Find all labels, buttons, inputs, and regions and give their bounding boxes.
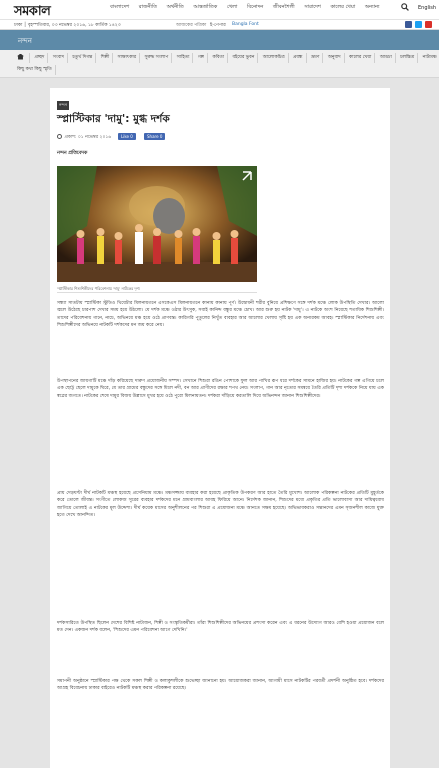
category-item[interactable]: অনুবাদ	[325, 53, 345, 63]
article-photo[interactable]	[57, 166, 257, 282]
category-item[interactable]: সংবাদ	[50, 53, 68, 63]
publish-date: প্রকাশ: ০১ নভেম্বর ২০১৬	[64, 135, 112, 140]
nav-item[interactable]: বাংলাদেশ	[110, 4, 130, 10]
nav-item[interactable]: রাজনীতি	[138, 4, 158, 10]
nav-item[interactable]: অর্থনীতি	[166, 4, 184, 10]
search-icon[interactable]	[401, 3, 409, 13]
nav-item[interactable]: অন্যান্য	[364, 4, 380, 10]
bangla-font-link[interactable]: Bangla Font	[232, 22, 259, 27]
facebook-share-button[interactable]: Share 0	[144, 133, 165, 140]
clock-icon	[57, 134, 62, 139]
article-paragraph: সমাপনী অনুষ্ঠানে স্প্লাস্টিকার পক্ষ থেকে সকল শিল্পী ও কলাকুশলীকে শুভেচ্ছা জানানো হয়। আয়োজকরা জানান, আগামী মাসে নাটকটির পরবর্তী প্রদর্শনী অনুষ্ঠিত হবে। দর্শকদের আগ্রহ বিবেচনায় ঢাকার বাইরেও নাটকটি মঞ্চস্থ করার পরিকল্পনা রয়েছে।	[57, 679, 384, 692]
article-paragraph: দর্শকসারিতে উপস্থিত ছিলেন দেশের বিশিষ্ট নাট্যজন, শিল্পী ও সংস্কৃতিকর্মীরা। তাঁরা শিশুশিল্পীদের অভিনয়ের প্রশংসা করেন এবং এ ধরনের উদ্যোগ আরও বেশি হওয়া প্রয়োজন বলে মত দেন। একজন দর্শক বলেন, 'শিশুদের এমন পরিবেশনা আগে দেখিনি।'	[57, 621, 384, 634]
site-logo[interactable]: সমকাল	[14, 4, 51, 19]
youtube-icon[interactable]	[425, 21, 432, 28]
publish-info	[57, 134, 111, 141]
article-author: নন্দন প্রতিবেদক	[57, 151, 88, 156]
section-title: নন্দন	[18, 37, 32, 45]
facebook-icon[interactable]	[405, 21, 412, 28]
category-item[interactable]: সুরুদ্ধ সংলাপ	[142, 53, 173, 63]
category-item[interactable]: আড্ডা	[377, 53, 396, 63]
date-text: ঢাকা │ বৃহস্পতিবার, ০৩ নভেম্বর ২০১৬, ১৮ কার্তিক ১৪২৩	[14, 23, 121, 28]
category-tag[interactable]: নন্দন	[57, 101, 69, 110]
category-row	[14, 65, 56, 75]
top-bar	[0, 0, 439, 19]
category-item[interactable]: কবিতা	[209, 53, 228, 63]
category-item[interactable]: আলোকচিত্র	[260, 53, 289, 63]
category-item[interactable]: ভ্রমণ	[308, 53, 324, 63]
category-item[interactable]: চতুর্থ দিগন্ত	[69, 53, 96, 63]
category-item[interactable]: শিল্পী	[98, 53, 113, 63]
nav-item[interactable]: খেলা	[226, 4, 238, 10]
caption-divider	[57, 292, 257, 293]
category-item[interactable]: নাট্যমঞ্চ	[420, 53, 439, 63]
date-bar	[0, 19, 439, 30]
english-link[interactable]: English	[418, 5, 437, 11]
article-paragraph: প্রায় দেড়ঘণ্টা দীর্ঘ নাটকটি মঞ্চস্থ হয়েছে প্রসেনিয়াম মঞ্চে। মঞ্চসজ্জায় ব্যবহার করা হয়েছে প্রাকৃতিক উপকরণ আর হাতে তৈরি মুখোশ। আলোক পরিকল্পনা নাটকের প্রতিটি মুহূর্তকে করে তোলে জীবন্ত। সংগীতে লোকজ সুরের ব্যবহার দর্শকদের মনে গ্রামবাংলার আবহ ফিরিয়ে আনে। নির্দেশক জানান, শিশুদের মধ্যে প্রকৃতির প্রতি ভালোবাসা আর দায়িত্ববোধ জাগিয়ে তোলাই এ নাটকের মূল উদ্দেশ্য। দীর্ঘ কয়েক মাসের অনুশীলনের পর শিশুরা এ প্রযোজনা মঞ্চে আনতে সক্ষম হয়েছে। অভিভাবকরাও সন্তানদের এমন সৃজনশীল কাজে যুক্ত হতে দেখে আনন্দিত।	[57, 491, 384, 519]
home-icon[interactable]	[14, 53, 30, 63]
facebook-like-button[interactable]: Like 0	[118, 133, 136, 140]
article-title: স্প্লাস্টিকার 'দামু': মুগ্ধ দর্শক	[57, 113, 170, 125]
category-item[interactable]: প্রচ্ছদ	[31, 53, 48, 63]
nav-item[interactable]: বিনোদন	[246, 4, 264, 10]
category-item[interactable]: গল্প	[195, 53, 208, 63]
article-paragraph: উপস্থাপনের জায়গাটি মঞ্চে দাঁড় করিয়েছে দারুণ প্রয়োজনীয় সম্পদ। সেখানে শিশুরা রঙিন পোশাকে ফুল আর পাখির রূপ ধরে দর্শকের সামনে হাজির হয়। নাটকের গল্প এগিয়ে চলে এক ছোট্ট ছেলে দামুকে ঘিরে, যে তার গ্রামের বন্ধুদের সঙ্গে মিলে নদী, বন আর প্রাণীদের রক্ষার শপথ নেয়। সংলাপ, গান আর নৃত্যের সমন্বয়ে তৈরি প্রতিটি দৃশ্য দর্শককে নিয়ে যায় এক স্বপ্নের জগতে। নাটকের শেষে দামুর বিজয় উল্লাসে মুখর হয়ে ওঠে পুরো মিলনায়তন। দর্শকরা দাঁড়িয়ে করতালি দিয়ে অভিনন্দন জানান শিশুশিল্পীদের।	[57, 379, 384, 399]
nav-item[interactable]: সারাদেশ	[304, 4, 321, 10]
photo-caption: স্প্লাস্টিকার শিশুশিল্পীদের পরিবেশনায় 'দামু' নাটকের দৃশ্য	[57, 286, 140, 291]
category-item[interactable]: প্রবন্ধ	[290, 53, 306, 63]
category-row	[14, 53, 439, 63]
nav-item[interactable]: জীবনশৈলী	[272, 4, 295, 10]
category-item[interactable]: চলচ্চিত্র	[397, 53, 418, 63]
article-paragraph: সন্ধ্যা সাতটায় স্প্লাস্টিকা স্টুডিও থিয়েটার মিলনায়তনে এসকেএস মিলনায়তনে কানায় কানায় পূর্ণ। উদ্বোধনী শরীর বুনিয়ে প্রশিক্ষণে সঙ্গে দর্শক মঞ্চে লোক উপস্থিতি দেখার। আলো জ্বলে উঠেছে চারপাশ দেখার সময় হয়ে উঠলো। যে দর্শক মঞ্চে ওঠার উৎসুক, সবাই কানিদ্দ বন্ধুর মঞ্চে চোখ। আর শুরু হয় নাটক 'দামু'। এ নাটকে অংশ নিয়েছে শতাধিক শিশুশিল্পী। তাদের পরিবেশনায় গানে, নাচে, অভিনয়ে মঞ্চ হয়ে ওঠে প্রাণবন্ত। কারিগরি পুতুলের নিখুঁত ব্যবহার আর আলোর খেলায় সৃষ্টি হয় এক অন্যরকম আবহ। স্প্লাস্টিকার নির্দেশনায় এবং শিশুশিল্পীদের অভিনয়ে নাটকটি দর্শকদের মন জয় করে নেয়।	[57, 301, 384, 329]
category-item[interactable]: সাহিত্য	[174, 53, 194, 63]
epaper-link[interactable]: ই-পেপার	[210, 23, 226, 28]
category-item[interactable]: বইয়ের ভুবন	[230, 53, 259, 63]
category-item[interactable]: সাক্ষাৎকার	[115, 53, 141, 63]
category-item[interactable]: কালের খেয়া	[346, 53, 375, 63]
section-banner	[0, 30, 439, 50]
main-nav	[110, 4, 387, 12]
article-card	[50, 88, 390, 768]
nav-item[interactable]: কালের খেয়া	[330, 4, 356, 10]
category-nav	[0, 50, 439, 78]
stage-scene-image	[57, 166, 257, 282]
nav-item[interactable]: আন্তর্জাতিক	[193, 4, 218, 10]
category-item[interactable]: কিছু কথা কিছু স্মৃতি	[14, 65, 56, 75]
print-edition-link[interactable]: আজকের পত্রিকা	[176, 23, 207, 28]
twitter-icon[interactable]	[415, 21, 422, 28]
